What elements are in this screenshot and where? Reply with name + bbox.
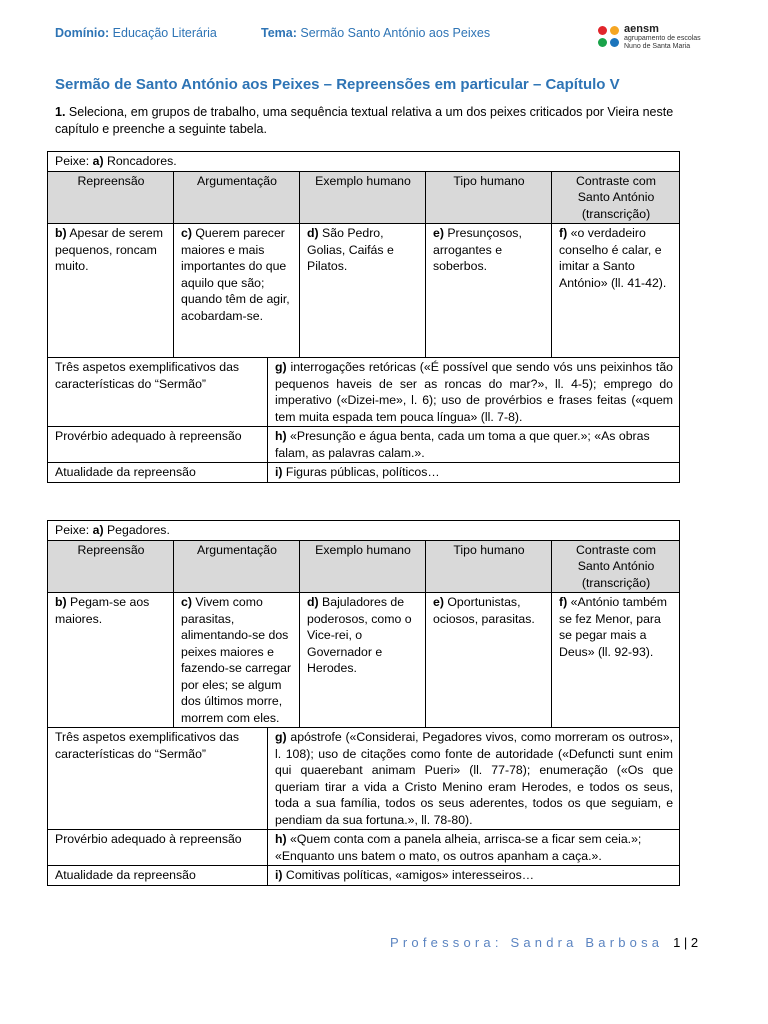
school-logo xyxy=(596,24,706,54)
table-row xyxy=(48,728,680,830)
row-label: Provérbio adequado à repreensão xyxy=(48,830,268,866)
table-row xyxy=(48,593,680,728)
page-title: Sermão de Santo António aos Peixes – Repreensões em particular – Capítulo V xyxy=(55,76,620,93)
table-row xyxy=(48,830,680,866)
table-cell: b) Pegam-se aos maiores. xyxy=(48,593,174,728)
col-header: Argumentação xyxy=(174,540,300,593)
table-pegadores xyxy=(47,520,680,886)
instruction: 1. Seleciona, em grupos de trabalho, uma sequência textual relativa a um dos peixes criticados por Vieira neste capítulo e preenche a seguinte tabela. xyxy=(55,105,674,136)
header-theme: Tema: Sermão Santo António aos Peixes xyxy=(261,26,491,40)
col-header: Repreensão xyxy=(48,540,174,593)
page-number: 1 | 2 xyxy=(673,935,699,950)
col-header: Exemplo humano xyxy=(300,540,426,593)
row-value: g) interrogações retóricas («É possível que sendo vós uns peixinhos tão pequenos haveis de ser as roncas do mar?», ll. 4-5); emprego do imperativo («Dizei-me», l. 6); uso de provérbios e frases feitas («quem tem muita espada tem pouca língua» (ll. 7-8). xyxy=(268,358,680,427)
table-row xyxy=(48,463,680,483)
row-value: i) Figuras públicas, políticos… xyxy=(268,463,680,483)
page-footer xyxy=(390,935,698,950)
logo-line2: Nuno de Santa Maria xyxy=(624,43,691,50)
col-header: Tipo humano xyxy=(426,540,552,593)
row-value: i) Comitivas políticas, «amigos» interesseiros… xyxy=(268,866,680,886)
col-header: Tipo humano xyxy=(426,171,552,224)
col-header: Contraste com Santo António (transcrição) xyxy=(552,171,680,224)
row-value: h) «Presunção e água benta, cada um toma a que quer.»; «As obras falam, as palavras calam.». xyxy=(268,427,680,463)
table-cell: e) Oportunistas, ociosos, parasitas. xyxy=(426,593,552,728)
col-header: Argumentação xyxy=(174,171,300,224)
row-label: Três aspetos exemplificativos das características do “Sermão” xyxy=(48,358,268,427)
fish-row xyxy=(48,521,680,541)
table-cell: e) Presunçosos, arrogantes e soberbos. xyxy=(426,224,552,358)
table-cell: d) Bajuladores de poderosos, como o Vice-rei, o Governador e Herodes. xyxy=(300,593,426,728)
fish-cell: Peixe: a) Roncadores. xyxy=(48,152,680,172)
table-roncadores xyxy=(47,151,680,483)
row-label: Atualidade da repreensão xyxy=(48,463,268,483)
logo-mark-icon xyxy=(598,26,622,50)
logo-line1: agrupamento de escolas xyxy=(624,35,701,42)
table-cell: c) Querem parecer maiores e mais importantes do que aquilo que são; quando têm de agir, acobardam-se. xyxy=(174,224,300,358)
row-value: h) «Quem conta com a panela alheia, arrisca-se a ficar sem ceia.»; «Enquanto uns batem o mato, os outros apanham a caça.». xyxy=(268,830,680,866)
table-cell: c) Vivem como parasitas, alimentando-se dos peixes maiores e fazendo-se carregar por eles; se algum dos últimos morre, morrem com eles. xyxy=(174,593,300,728)
table-row xyxy=(48,866,680,886)
table-row xyxy=(48,358,680,427)
col-header: Exemplo humano xyxy=(300,171,426,224)
row-label: Atualidade da repreensão xyxy=(48,866,268,886)
table-cell: f) «António também se fez Menor, para se pegar mais a Deus» (ll. 92-93). xyxy=(552,593,680,728)
row-label: Três aspetos exemplificativos das características do “Sermão” xyxy=(48,728,268,830)
table-cell: f) «o verdadeiro conselho é calar, e imitar a Santo António» (ll. 41-42). xyxy=(552,224,680,358)
header-row xyxy=(48,540,680,593)
footer-author: Professora: Sandra Barbosa xyxy=(390,935,664,950)
col-header: Repreensão xyxy=(48,171,174,224)
table-cell: b) Apesar de serem pequenos, roncam muito. xyxy=(48,224,174,358)
table-row xyxy=(48,224,680,358)
header-domain: Domínio: Educação Literária xyxy=(55,26,217,40)
logo-name: aensm xyxy=(624,23,659,35)
row-value: g) apóstrofe («Considerai, Pegadores vivos, como morreram os outros», l. 108); uso de citações como fonte de autoridade («Defuncti sunt enim qui quaerebant animam Pueri» (ll. 77-78); enumeração («Os que queriam tirar a vida a Cristo Menino eram Herodes, e todos os seus, toda a sua família, todos os seus aderentes, todos os que seguiam, e pendiam da sua fortuna.», ll. 78-80). xyxy=(268,728,680,830)
col-header: Contraste com Santo António (transcrição) xyxy=(552,540,680,593)
fish-cell: Peixe: a) Pegadores. xyxy=(48,521,680,541)
header-row xyxy=(48,171,680,224)
table-cell: d) São Pedro, Golias, Caifás e Pilatos. xyxy=(300,224,426,358)
table-row xyxy=(48,427,680,463)
fish-row xyxy=(48,152,680,172)
row-label: Provérbio adequado à repreensão xyxy=(48,427,268,463)
